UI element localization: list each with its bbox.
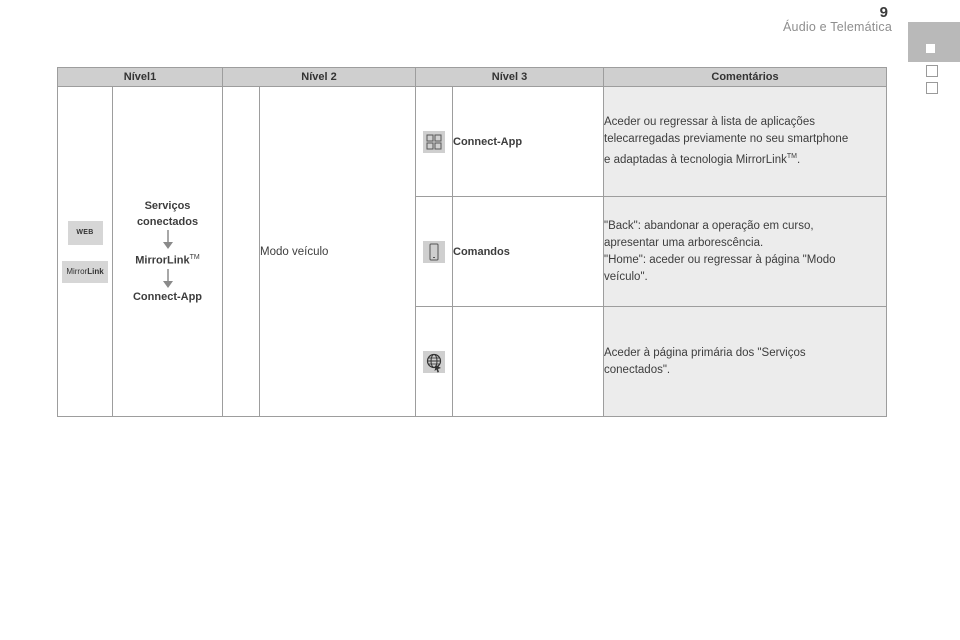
web-icon: WEB [68, 221, 103, 245]
row1-icon-cell [416, 87, 453, 197]
level2-modo-veiculo[interactable]: Modo veículo [260, 87, 416, 417]
comment-comandos: "Back": abandonar a operação em curso, apresentar uma arborescência. "Home": aceder ou regressar à página "Modo veículo". [604, 197, 887, 307]
tab-marker-icon [926, 44, 935, 53]
header-comments: Comentários [604, 68, 887, 87]
mirrorlink-icon: MirrorLink [62, 261, 108, 283]
side-tab-3[interactable] [926, 82, 938, 94]
comment-connect-app: Aceder ou regressar à lista de aplicações telecarregadas previamente no seu smartphone e adaptadas à tecnologia MirrorLink™. [604, 87, 887, 197]
level1-menu-cell [113, 87, 223, 417]
level3-comandos[interactable]: Comandos [453, 197, 604, 307]
level1-item-connect-app[interactable]: Connect-App [132, 290, 203, 303]
row3-icon-cell [416, 307, 453, 417]
comment-servicos: Aceder à página primária dos "Serviços conectados". [604, 307, 887, 417]
row2-icon-cell [416, 197, 453, 307]
side-tab-active[interactable] [908, 22, 960, 62]
page-number: 9 [879, 4, 888, 21]
section-title: Áudio e Telemática [783, 20, 892, 34]
level1-item-mirrorlink[interactable]: MirrorLink™ [135, 254, 200, 267]
arrow-down-icon [161, 230, 175, 250]
header-level1: Nível1 [58, 68, 223, 87]
arrow-down-icon [161, 269, 175, 289]
globe-icon[interactable] [423, 351, 445, 373]
phone-icon[interactable] [423, 241, 445, 263]
header-level2: Nível 2 [223, 68, 416, 87]
side-tab-2[interactable] [926, 65, 938, 77]
header-level3: Nível 3 [416, 68, 604, 87]
navigation-table [57, 67, 887, 417]
level3-connect-app[interactable]: Connect-App [453, 87, 604, 197]
apps-grid-icon[interactable] [423, 131, 445, 153]
level1-item-servicos[interactable]: Serviços conectados [136, 200, 199, 229]
level3-home[interactable] [453, 307, 604, 417]
level2-icon-cell [223, 87, 260, 417]
level1-icons-cell [58, 87, 113, 417]
